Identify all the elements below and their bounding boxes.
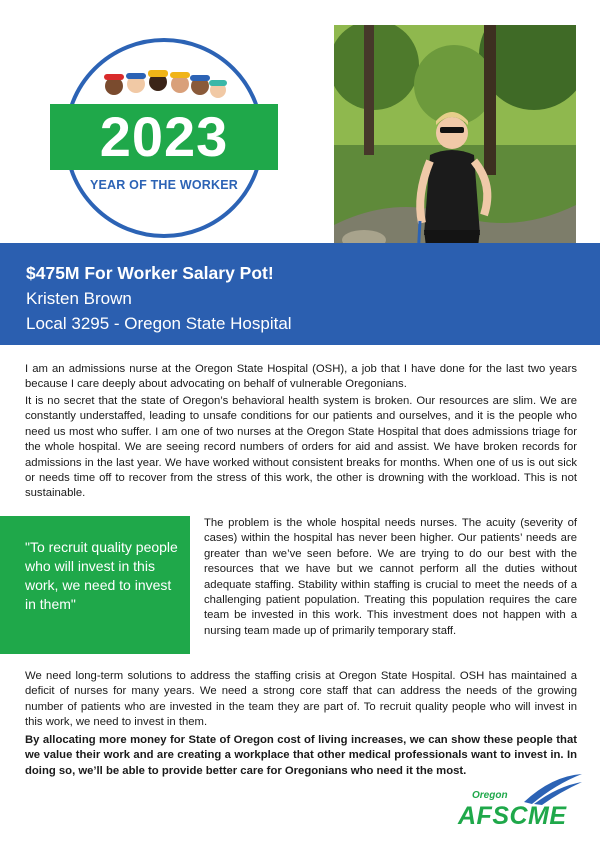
headline: $475M For Worker Salary Pot! <box>26 263 274 283</box>
afscme-region: Oregon <box>472 790 508 801</box>
author-local: Local 3295 - Oregon State Hospital <box>26 314 292 333</box>
afscme-logo <box>452 772 587 832</box>
year-subtitle: YEAR OF THE WORKER <box>89 178 239 192</box>
body-paragraph-3: The problem is the whole hospital needs nurses. The acuity (severity of cases) within the hospital has never been higher. Our patients’ needs are greater than we’ve seen before. We are trying to do our best with the resources that we have but we cannot perform all the duties without adequate staffing. Stability within staffing is crucial to meet the needs of a challenging patient population. Treating this population requires the care team be invested in this work. This investment does not happen with a nursing team made up of primarily temporary staff. <box>204 517 577 637</box>
author-name: Kristen Brown <box>26 289 132 308</box>
afscme-swoosh-icon <box>522 772 584 806</box>
body-paragraph-4: We need long-term solutions to address the staffing crisis at Oregon State Hospital. OSH has maintained a deficit of nurses for many years. We need a strong core staff that can address the needs of the growing number of patients who are invested in the team they are part of. To recruit quality people who will invest in this work, we need to invest in them. <box>25 670 577 729</box>
year-of-worker-logo <box>64 38 264 238</box>
year-text: 2023 <box>50 104 278 170</box>
pull-quote-text: "To recruit quality people who will invest in this work, we need to invest in them" <box>25 539 178 612</box>
body-paragraph-5-bold: By allocating more money for State of Oregon cost of living increases, we can show these people that we value their work and are creating a workplace that other medical professionals want to invest in. In doing so, we’ll be able to provide better care for Oregonians who need it the most. <box>25 734 577 777</box>
body-paragraph-1: I am an admissions nurse at the Oregon State Hospital (OSH), a job that I have done for the last two years because I care deeply about advocating on behalf of vulnerable Oregonians. <box>25 363 577 391</box>
afscme-name: AFSCME <box>458 802 567 830</box>
body-paragraph-2: It is no secret that the state of Oregon’s behavioral health system is broken. Our resources are slim. We are constantly understaffed, leading to unsafe conditions for our patients and ourselves, and it is the people who need us most who suffer. I am one of two nurses at the Oregon State Hospital that does admissions triage for the whole hospital. We are seeing record numbers of orders for aid and assist. We have broken records for admissions in the last year. We have worked without consistent breaks for months. When one of us is out sick or needs time off to recover from the stress of this work, the other is drowning with the workload. This is not sustainable. <box>25 395 577 500</box>
